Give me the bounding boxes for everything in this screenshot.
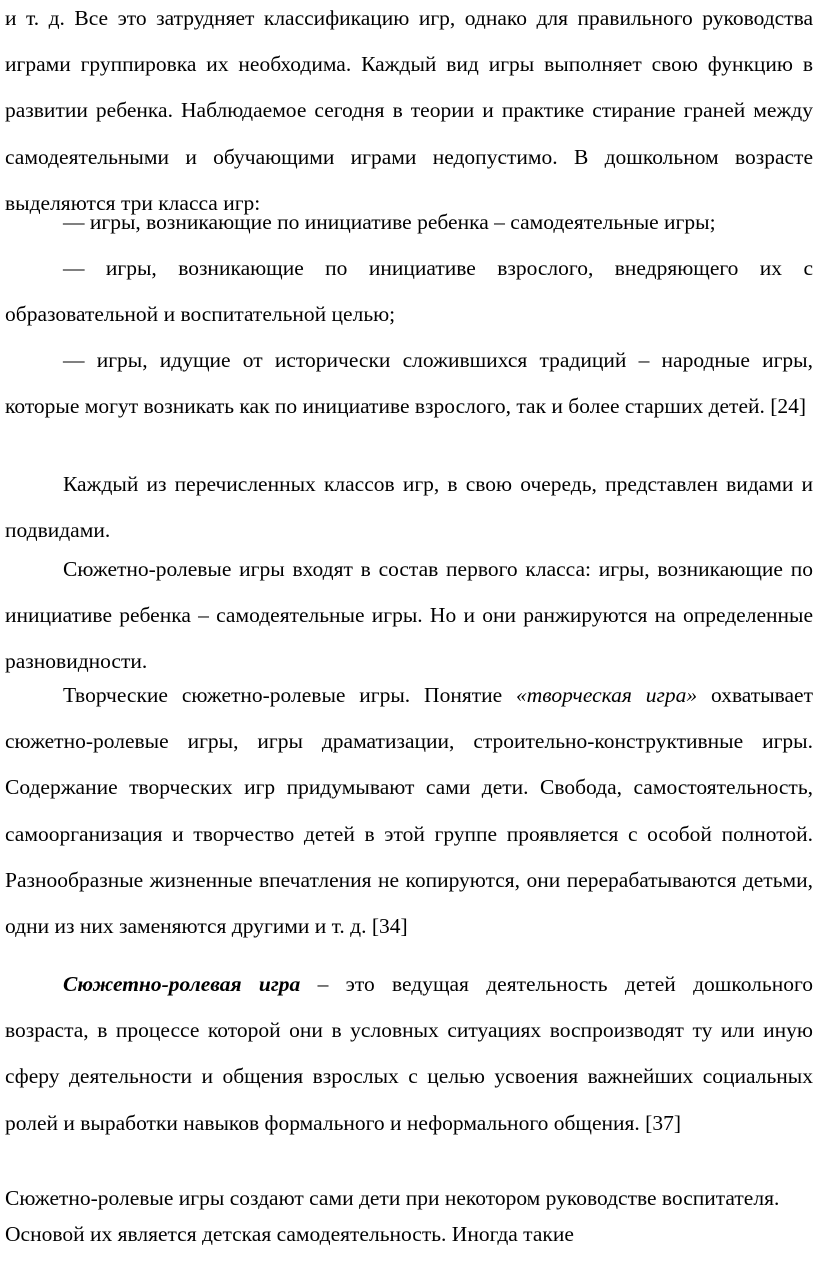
list-item-adult-initiated: — игры, возникающие по инициативе взрослого, внедряющего их с образовательной и воспитательной целью; — [5, 256, 813, 327]
creative-games-rest: охватывает сюжетно-ролевые игры, игры драматизации, строительно-конструктивные игры. Содержание творческих игр придумывают сами дети. Свобода, самостоятельность, самоорганизация и творчество детей в этой группе проявляется с особой полнотой. Разнообразные жизненные впечатления не копируются, они перерабатываются детьми, одни из них заменяются другими и т. д. [34] — [5, 683, 813, 939]
term-creative-game: «творческая игра» — [516, 683, 698, 707]
paragraph-role-play-class: Сюжетно-ролевые игры входят в состав первого класса: игры, возникающие по инициативе ребенка – самодеятельные игры. Но и они ранжируются на определенные разновидности. — [5, 557, 813, 674]
paragraph-closing: Сюжетно-ролевые игры создают сами дети при некотором руководстве воспитателя. Основой их является детская самодеятельность. Иногда такие — [5, 1186, 780, 1246]
paragraph-intro: и т. д. Все это затрудняет классификацию игр, однако для правильного руководства играми группировка их необходима. Каждый вид игры выполняет свою функцию в развитии ребенка. Наблюдаемое сегодня в теории и практике стирание граней между самодеятельными и обучающими играми недопустимо. В дошкольном возрасте выделяются три класса игр: — [5, 6, 813, 215]
list-item-self-initiated: — игры, возникающие по инициативе ребенка – самодеятельные игры; — [63, 210, 716, 234]
paragraph-classes: Каждый из перечисленных классов игр, в свою очередь, представлен видами и подвидами. — [5, 472, 813, 543]
term-role-play-game: Сюжетно-ролевая игра — [63, 972, 301, 996]
paragraph-creative-games — [5, 672, 813, 949]
definition-rest: – это ведущая деятельность детей дошкольного возраста, в процессе которой они в условных ситуациях воспроизводят ту или иную сферу деятельности и общения взрослых с целью усвоения важнейших социальных ролей и выработки навыков формального и неформального общения. [37] — [5, 972, 813, 1135]
creative-games-lead: Творческие сюжетно-ролевые игры. Понятие — [63, 683, 517, 707]
list-item-folk-games: — игры, идущие от исторически сложившихся традиций – народные игры, которые могут возникать как по инициативе взрослого, так и более старших детей. [24] — [5, 348, 813, 419]
paragraph-definition — [5, 961, 813, 1146]
